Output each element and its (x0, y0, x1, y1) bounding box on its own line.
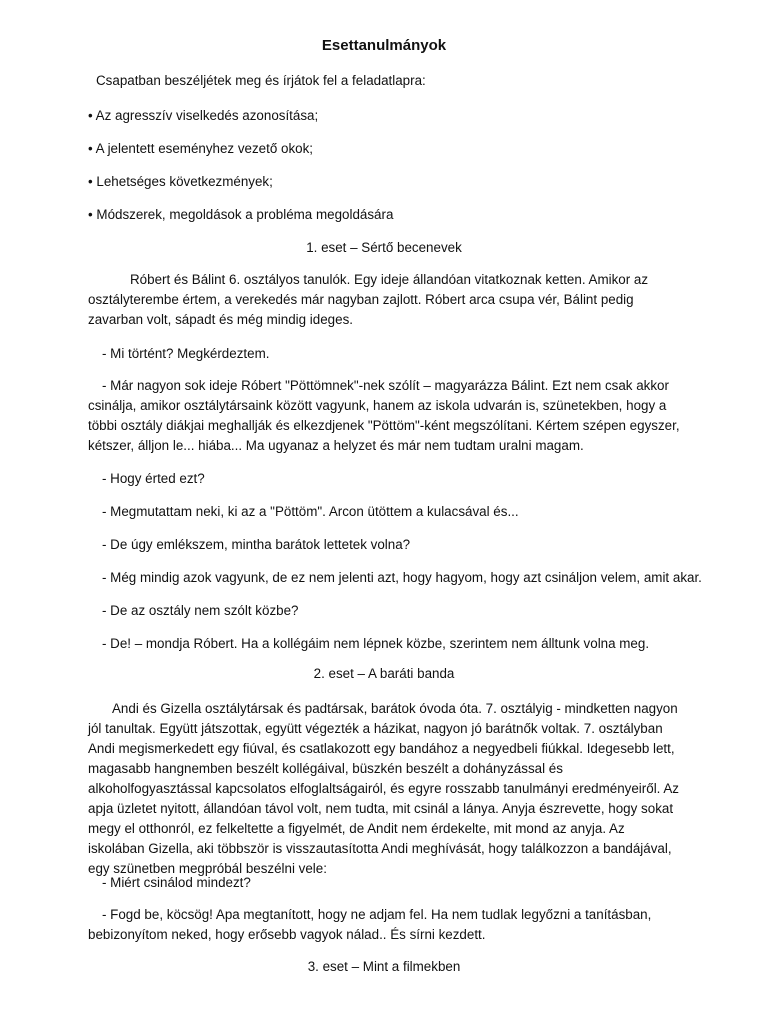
case2-paragraph: Andi és Gizella osztálytársak és padtársak, barátok óvoda óta. 7. osztályig - mindketten nagyon jól tanultak. Együtt játszottak, együtt végezték a házikat, nagyon jó barátnők voltak. 7. osztályban Andi megismerkedett egy fiúval, és csatlakozott egy bandához a negyedbeli fiúkkal. Idegesebb lett, magasabb hangnemben beszélt kollégáival, büszkén beszélt a dohányzással és alkoholfogyasztással kapcsolatos elfoglaltságairól, és egyre rosszabb tanulmányi eredményeiről. Az apja üzletet nyitott, állandóan távol volt, nem tudta, mit csinál a lánya. Anyja észrevette, hogy sokat megy el otthonról, ez felkeltette a figyelmét, de Andit nem érdekelte, mit mond az anyja. Az iskolában Gizella, aki többször is visszautasította Andi meghívását, hogy találkozzon a bandájával, egy szünetben megpróbál beszélni vele: (88, 701, 679, 876)
intro-text: Csapatban beszéljétek meg és írjátok fel a feladatlapra: (96, 73, 426, 88)
case3-heading: 3. eset – Mint a filmekben (307, 959, 461, 974)
list-item: • Lehetséges következmények; (88, 174, 273, 189)
dialog-line: - Fogd be, köcsög! Apa megtanított, hogy ne adjam fel. Ha nem tudlak legyőzni a tanításban, bebizonyítom neked, hogy erősebb vagyok nálad.. És sírni kezdett. (88, 907, 652, 942)
dialog-line: - Még mindig azok vagyunk, de ez nem jelenti azt, hogy hagyom, hogy azt csináljon velem, amit akar. (102, 570, 702, 585)
page-title: Esettanulmányok (321, 37, 447, 54)
case2-heading: 2. eset – A baráti banda (313, 666, 455, 681)
case1-heading: 1. eset – Sértő becenevek (306, 240, 462, 255)
dialog-line: - De úgy emlékszem, mintha barátok lettetek volna? (102, 537, 411, 552)
list-item: • A jelentett eseményhez vezető okok; (88, 141, 314, 156)
dialog-line: - Már nagyon sok ideje Róbert "Pöttömnek"-nek szólít – magyarázza Bálint. Ezt nem csak akkor csinálja, amikor osztálytársaink között vagyunk, hanem az iskola udvarán is, szünetekben, hogy a többi osztály diákjai meghallják és elkezdjenek "Pöttöm"-ként megszólítani. Kértem szépen egyszer, kétszer, álljon le... hiába... Ma ugyanaz a helyzet és már nem tudtam uralni magam. (88, 378, 680, 453)
dialog-line: - Mi történt? Megkérdeztem. (102, 346, 270, 361)
dialog-line: - Hogy érted ezt? (102, 471, 205, 486)
dialog-line: - De! – mondja Róbert. Ha a kollégáim nem lépnek közbe, szerintem nem álltunk volna meg. (102, 636, 650, 651)
list-item: • Módszerek, megoldások a probléma megoldására (88, 207, 394, 222)
dialog-line: - De az osztály nem szólt közbe? (102, 603, 299, 618)
dialog-line: - Miért csinálod mindezt? (102, 875, 251, 890)
list-item: • Az agresszív viselkedés azonosítása; (88, 108, 319, 123)
dialog-line: - Megmutattam neki, ki az a "Pöttöm". Arcon ütöttem a kulacsával és... (102, 504, 519, 519)
case1-paragraph: Róbert és Bálint 6. osztályos tanulók. Egy ideje állandóan vitatkoznak ketten. Amikor az osztályterembe értem, a verekedés már nagyban zajlott. Róbert arca csupa vér, Bálint pedig zavarban volt, sápadt és még mindig ideges. (88, 272, 649, 327)
